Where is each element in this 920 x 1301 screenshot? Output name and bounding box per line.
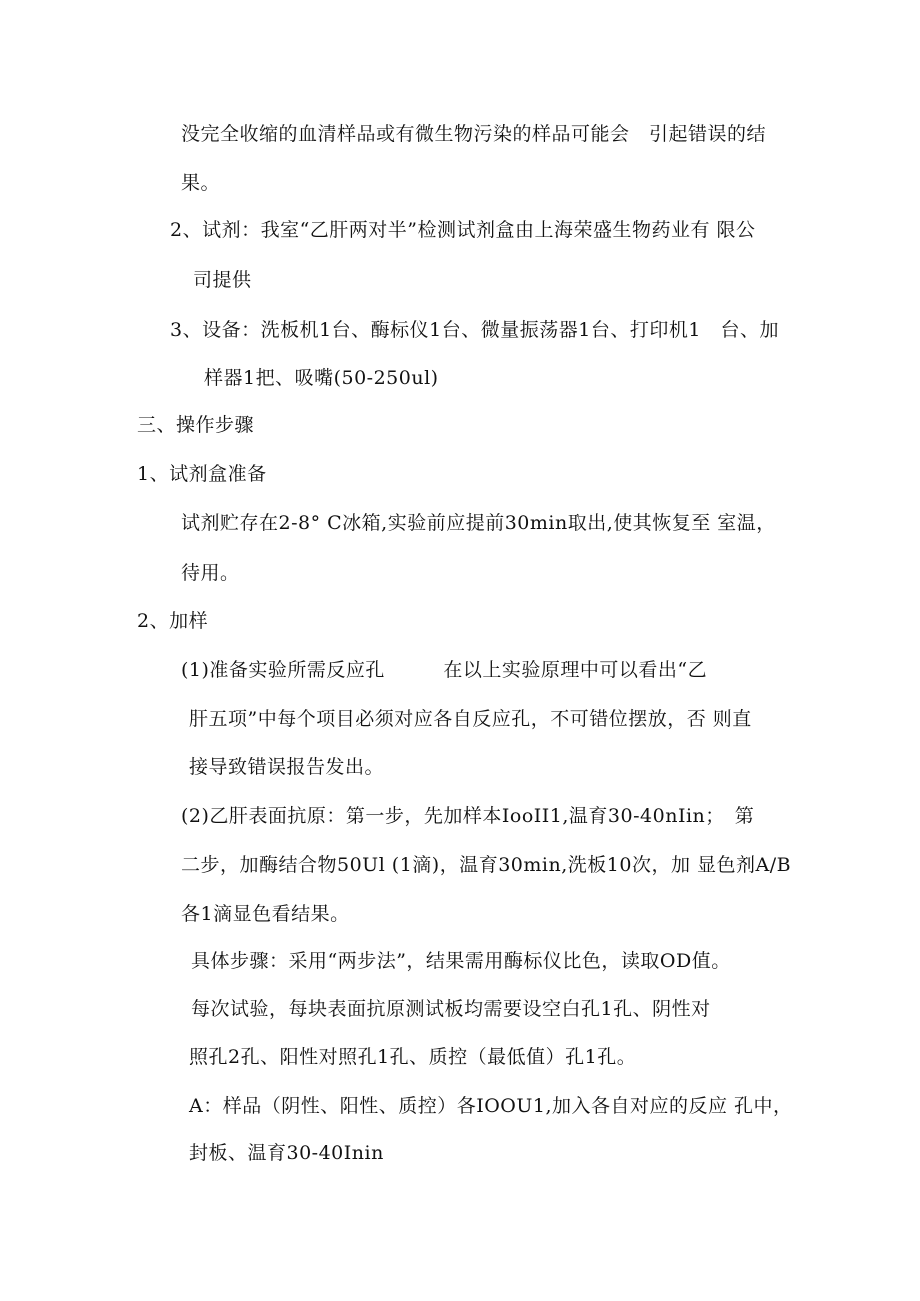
subheading-sample-loading: 2、加样 [137, 610, 209, 632]
text-line: 样器1把、吸嘴(50-250ul) [204, 367, 439, 389]
text-line: 没完全收缩的血清样品或有微生物污染的样品可能会 引起错误的结 [181, 123, 767, 145]
text-line: 肝五项”中每个项目必须对应各自反应孔，不可错位摆放，否 则直 [189, 708, 752, 730]
text-line: (2)乙肝表面抗原：第一步，先加样本IooII1,温育30-40nIin； 第 [181, 805, 755, 827]
list-item-equipment: 3、设备：洗板机1台、酶标仪1台、微量振荡器1台、打印机1 台、加 [170, 319, 779, 341]
text-line: 司提供 [193, 269, 252, 291]
text-line: (1)准备实验所需反应孔 在以上实验原理中可以看出“乙 [181, 659, 708, 681]
text-line: 接导致错误报告发出。 [189, 756, 385, 778]
text-line: 待用。 [181, 562, 240, 584]
text-line: 封板、温育30-40Inin [189, 1142, 384, 1164]
text-line: 试剂贮存在2-8° C冰箱,实验前应提前30min取出,使其恢复至 室温， [181, 512, 776, 534]
subheading-reagent-prep: 1、试剂盒准备 [137, 463, 267, 485]
text-line: 照孔2孔、阳性对照孔1孔、质控（最低值）孔1孔。 [189, 1046, 637, 1068]
text-line: 具体步骤：采用“两步法”，结果需用酶标仪比色，读取OD值。 [191, 950, 731, 972]
text-line: 果。 [181, 172, 221, 194]
text-line: A：样品（阴性、阳性、质控）各IOOU1,加入各自对应的反应 孔中， [189, 1095, 793, 1117]
list-item-reagent: 2、试剂：我室“乙肝两对半”检测试剂盒由上海荣盛生物药业有 限公 [170, 219, 756, 241]
text-line: 每次试验，每块表面抗原测试板均需要设空白孔1孔、阴性对 [191, 998, 711, 1020]
section-heading-procedure: 三、操作步骤 [137, 414, 255, 436]
text-line: 二步，加酶结合物50Ul (1滴)，温育30min,洗板10次，加 显色剂A/B [181, 854, 792, 876]
text-line: 各1滴显色看结果。 [181, 903, 350, 925]
